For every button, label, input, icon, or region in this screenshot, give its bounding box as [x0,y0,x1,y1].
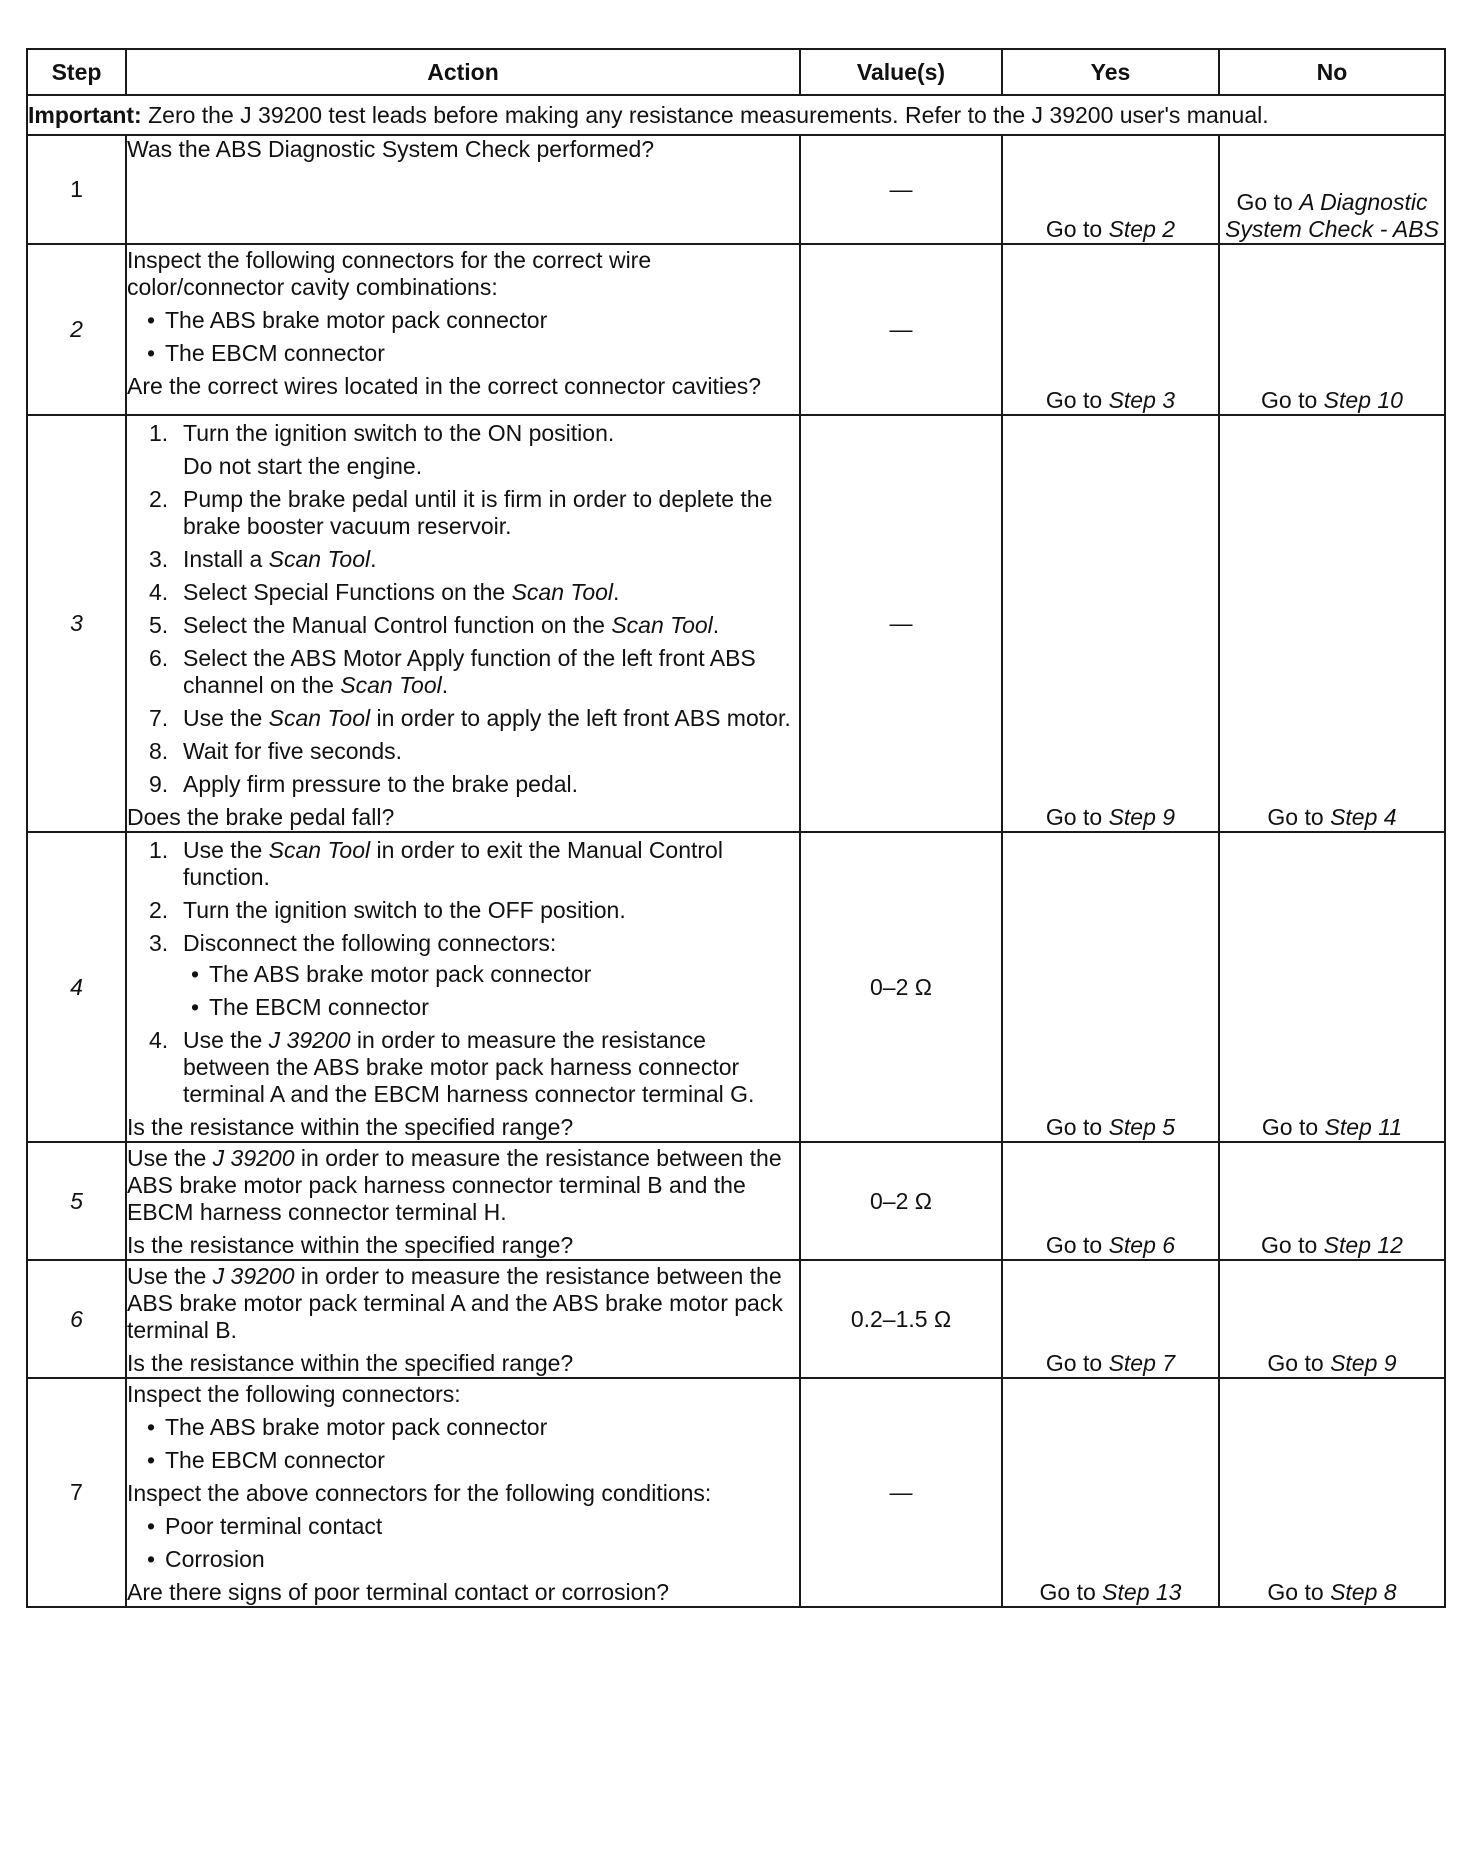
value-cell: — [800,244,1002,415]
important-note [27,95,1445,135]
action-intro-2: Inspect the above connectors for the following conditions: [127,1480,712,1506]
value-cell: — [800,415,1002,832]
goto-prefix: Go to [1261,1114,1325,1140]
item-text: Turn the ignition switch to the ON position. [183,420,615,446]
value-cell: 0–2 Ω [800,832,1002,1142]
step-number: 2 [27,244,126,415]
no-cell [1219,1260,1445,1378]
scan-tool-ref: Scan Tool [611,612,713,638]
item-text: Install a [183,546,269,572]
goto-prefix: Go to [1045,1232,1109,1258]
no-cell [1219,1378,1445,1607]
action-intro: Inspect the following connectors for the correct wire color/connector cavity combinations: [127,247,652,300]
procedure-item [127,612,799,639]
goto-step-link[interactable]: Step 2 [1108,216,1176,242]
item-text: Select Special Functions on the [183,579,512,605]
item-number: 1. [149,837,169,863]
table-row [27,244,1445,415]
action-text [127,1263,799,1344]
step-number: 5 [27,1142,126,1260]
action-text [127,1145,799,1226]
yes-cell [1002,415,1219,832]
procedure-item [127,579,799,606]
table-row [27,1378,1445,1607]
yes-cell [1002,244,1219,415]
item-number: 4. [149,579,169,605]
goto-diagnostic-check-link[interactable]: A Diagnostic System Check - ABS [1225,189,1439,242]
header-step: Step [27,49,126,95]
procedure-item [127,420,799,480]
action-cell [126,1142,800,1260]
no-cell [1219,244,1445,415]
goto-step-link[interactable]: Step 13 [1102,1579,1182,1605]
yes-cell [1002,1142,1219,1260]
value-cell: — [800,135,1002,244]
action-question: Is the resistance within the specified range? [127,1114,574,1140]
goto-prefix: Go to [1236,189,1300,215]
no-cell [1219,135,1445,244]
action-text: Was the ABS Diagnostic System Check performed? [127,136,655,162]
action-question: Are there signs of poor terminal contact or corrosion? [127,1579,670,1605]
no-cell [1219,1142,1445,1260]
table-row [27,1142,1445,1260]
item-number: 7. [149,705,169,731]
table-row [27,832,1445,1142]
goto-step-link[interactable]: Step 11 [1324,1114,1403,1140]
no-cell [1219,415,1445,832]
action-cell [126,1260,800,1378]
item-text: in order to measure the resistance between the ABS brake motor pack harness connector terminal A and the EBCM harness connector terminal G. [183,1027,755,1107]
important-text: Zero the J 39200 test leads before making any resistance measurements. Refer to the J 39200 user's manual. [141,101,1269,128]
bullet-item: • The ABS brake motor pack connector [147,307,799,334]
item-text: Use the [183,705,269,731]
bullet-item: • Corrosion [147,1546,799,1573]
procedure-item [127,930,799,1021]
step-number: 6 [27,1260,126,1378]
goto-step-link[interactable]: Step 6 [1108,1232,1176,1258]
item-number: 2. [149,897,169,923]
item-text: Use the [127,1145,213,1171]
scan-tool-ref: Scan Tool [511,579,614,605]
yes-cell [1002,135,1219,244]
item-number: 6. [149,645,169,671]
action-question: Is the resistance within the specified range? [127,1232,574,1258]
item-subtext: Do not start the engine. [183,453,423,479]
item-text: Turn the ignition switch to the OFF position. [183,897,626,923]
value-cell: 0.2–1.5 Ω [800,1260,1002,1378]
tool-ref: J 39200 [212,1263,295,1289]
bullet-item: • The ABS brake motor pack connector [147,1414,799,1441]
action-cell [126,1378,800,1607]
bullet-item: • The EBCM connector [191,994,799,1021]
goto-prefix: Go to [1045,387,1109,413]
item-text: . [613,579,620,605]
item-text: Select the ABS Motor Apply function of the left front ABS channel on the [183,645,756,698]
scan-tool-ref: Scan Tool [268,546,371,572]
item-text: Apply firm pressure to the brake pedal. [183,771,579,797]
step-number: 4 [27,832,126,1142]
step-number: 7 [27,1378,126,1607]
procedure-item [127,738,799,765]
item-text: . [712,612,720,638]
header-no: No [1219,49,1445,95]
goto-prefix: Go to [1045,1350,1109,1376]
goto-step-link[interactable]: Step 4 [1330,804,1397,830]
goto-prefix: Go to [1039,1579,1103,1605]
action-cell [126,244,800,415]
procedure-item [127,546,799,573]
tool-ref: J 39200 [268,1027,351,1053]
procedure-item [127,837,799,891]
scan-tool-ref: Scan Tool [268,837,371,863]
action-cell [126,415,800,832]
item-text: in order to exit the Manual Control function. [183,837,723,890]
item-text: Disconnect the following connectors: [183,930,557,956]
procedure-item [127,645,799,699]
value-cell: — [800,1378,1002,1607]
tool-ref: J 39200 [212,1145,295,1171]
table-row [27,415,1445,832]
step-number: 1 [27,135,126,244]
item-number: 8. [149,738,169,764]
important-label: Important: [28,101,142,128]
step-number: 3 [27,415,126,832]
header-yes: Yes [1002,49,1219,95]
header-values: Value(s) [800,49,1002,95]
goto-prefix: Go to [1267,804,1331,830]
goto-step-link[interactable]: Step 12 [1323,1232,1403,1258]
procedure-item [127,897,799,924]
goto-step-link[interactable]: Step 3 [1108,387,1176,413]
procedure-list [127,420,799,798]
scan-tool-ref: Scan Tool [268,705,371,731]
table-header-row [27,49,1445,95]
item-text: . [370,546,377,572]
item-number: 9. [149,771,169,797]
item-text: Wait for five seconds. [183,738,403,764]
table-row [27,1260,1445,1378]
goto-step-link[interactable]: Step 8 [1330,1579,1397,1605]
goto-step-link[interactable]: Step 9 [1108,804,1176,830]
yes-cell [1002,832,1219,1142]
goto-prefix: Go to [1045,216,1109,242]
item-number: 4. [149,1027,169,1053]
item-number: 1. [149,420,169,446]
item-text: in order to apply the left front ABS motor. [370,705,791,731]
bullet-item: • The ABS brake motor pack connector [191,961,799,988]
procedure-item [127,1027,799,1108]
item-text: in order to measure the resistance between the ABS brake motor pack harness connector terminal B and the EBCM harness connector terminal H. [127,1145,782,1225]
procedure-list [127,837,799,1108]
goto-prefix: Go to [1045,1114,1109,1140]
item-text: Select the Manual Control function on the [183,612,612,638]
action-cell [126,135,800,244]
goto-prefix: Go to [1045,804,1109,830]
goto-prefix: Go to [1267,1579,1331,1605]
yes-cell [1002,1260,1219,1378]
value-cell: 0–2 Ω [800,1142,1002,1260]
important-row [27,95,1445,135]
goto-prefix: Go to [1267,1350,1331,1376]
item-number: 5. [149,612,169,638]
goto-step-link[interactable]: Step 9 [1330,1350,1397,1376]
goto-prefix: Go to [1261,387,1324,413]
bullet-item: • The EBCM connector [147,340,799,367]
diagnostic-table [26,48,1446,1608]
action-question: Is the resistance within the specified range? [127,1350,574,1376]
header-action: Action [126,49,800,95]
item-number: 2. [149,486,169,512]
procedure-item [127,771,799,798]
procedure-item [127,486,799,540]
item-text: Use the [127,1263,213,1289]
goto-step-link[interactable]: Step 10 [1323,387,1403,413]
bullet-item: • Poor terminal contact [147,1513,799,1540]
item-text: Use the [183,1027,269,1053]
bullet-item: • The EBCM connector [147,1447,799,1474]
item-text: in order to measure the resistance between the ABS brake motor pack terminal A and the ABS brake motor pack terminal B. [127,1263,783,1343]
yes-cell [1002,1378,1219,1607]
goto-step-link[interactable]: Step 7 [1108,1350,1176,1376]
item-text: Pump the brake pedal until it is firm in order to deplete the brake booster vacuum reservoir. [183,486,773,539]
action-cell [126,832,800,1142]
item-text: Use the [183,837,269,863]
action-intro: Inspect the following connectors: [127,1381,461,1407]
action-question: Does the brake pedal fall? [127,804,395,830]
procedure-item [127,705,799,732]
item-number: 3. [149,546,169,572]
item-number: 3. [149,930,169,956]
no-cell [1219,832,1445,1142]
goto-step-link[interactable]: Step 5 [1108,1114,1176,1140]
table-row [27,135,1445,244]
action-question: Are the correct wires located in the correct connector cavities? [127,373,762,399]
goto-prefix: Go to [1261,1232,1324,1258]
scan-tool-ref: Scan Tool [340,672,442,698]
item-text: . [441,672,449,698]
